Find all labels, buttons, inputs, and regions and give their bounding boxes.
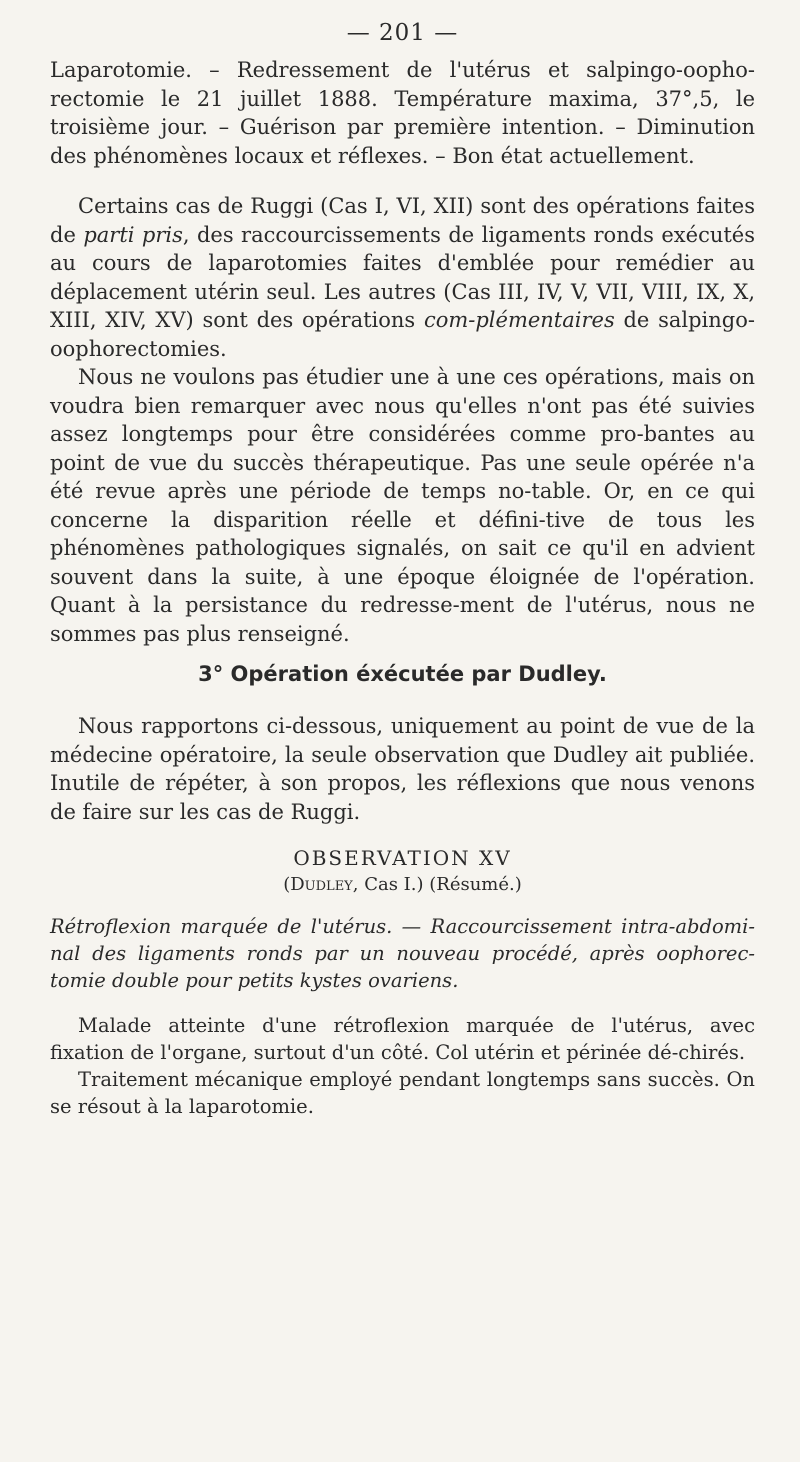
document-page bbox=[50, 20, 755, 1120]
section-heading: 3° Opération éxécutée par Dudley. bbox=[198, 662, 607, 686]
author-name: Dudley bbox=[290, 874, 353, 895]
case-summary-paragraph: Laparotomie. – Redressement de l'utérus et salpingo-oopho-rectomie le 21 juillet 1888. Température maxima, 37°,5, le troisième jour. – Guérison par première intention. – Diminution des phénomènes locaux et réflexes. – Bon état actuellement. bbox=[50, 58, 755, 168]
text-span: , des raccourcissements de ligaments ronds exécutés au cours de laparotomies faites d'emblée pour remédier au déplacement utérin seul. Les autres (Cas III, IV, V, VII, VIII, IX, X, XIII, XIV, XV) sont des opérations bbox=[50, 222, 756, 332]
text-span: de salpingo-oophorectomies. bbox=[50, 308, 755, 361]
ruggi-cases-paragraph bbox=[50, 192, 755, 363]
observation-summary: Rétroflexion marquée de l'utérus. — Raccourcissement intra-abdomi-nal des ligaments ronds par un nouveau procédé, après oophorec-tomie double pour petits kystes ovariens. bbox=[50, 915, 755, 992]
discussion-paragraph: Nous ne voulons pas étudier une à une ces opérations, mais on voudra bien remarquer avec nous qu'elles n'ont pas été suivies assez longtemps pour être considérées comme pro-bantes au point de vue du succès thérapeutique. Pas une seule opérée n'a été revue après une période de temps no-table. Or, en ce qui concerne la disparition réelle et défini-tive de tous les phénomènes pathologiques signalés, on sait ce qu'il en advient souvent dans la suite, à une époque éloignée de l'opération. Quant à la persistance du redresse-ment de l'utérus, nous ne sommes pas plus renseigné. bbox=[50, 365, 755, 646]
italic-term-parti-pris: parti pris bbox=[83, 222, 183, 247]
observation-title: OBSERVATION XV bbox=[293, 846, 512, 870]
italic-term-complementaires: com-plémentaires bbox=[423, 308, 615, 332]
text-span: , Cas I.) (Résumé.) bbox=[352, 874, 522, 895]
page-number: — 201 — bbox=[346, 20, 459, 46]
dudley-intro-paragraph: Nous rapportons ci-dessous, uniquement au point de vue de la médecine opératoire, la seule observation que Dudley ait publiée. Inutile de répéter, à son propos, les réflexions que nous venons de faire sur les cas de Ruggi. bbox=[50, 714, 755, 824]
patient-description: Malade atteinte d'une rétroflexion marquée de l'utérus, avec fixation de l'organe, surtout d'un côté. Col utérin et périnée dé-chirés. bbox=[50, 1014, 755, 1064]
treatment-description: Traitement mécanique employé pendant longtemps sans succès. On se résout à la laparotomie. bbox=[50, 1068, 755, 1118]
text-span: Certains cas de Ruggi (Cas I, VI, XII) sont des opérations faites de bbox=[50, 194, 755, 247]
observation-subtitle bbox=[50, 874, 755, 895]
text-span: ( bbox=[283, 874, 291, 895]
